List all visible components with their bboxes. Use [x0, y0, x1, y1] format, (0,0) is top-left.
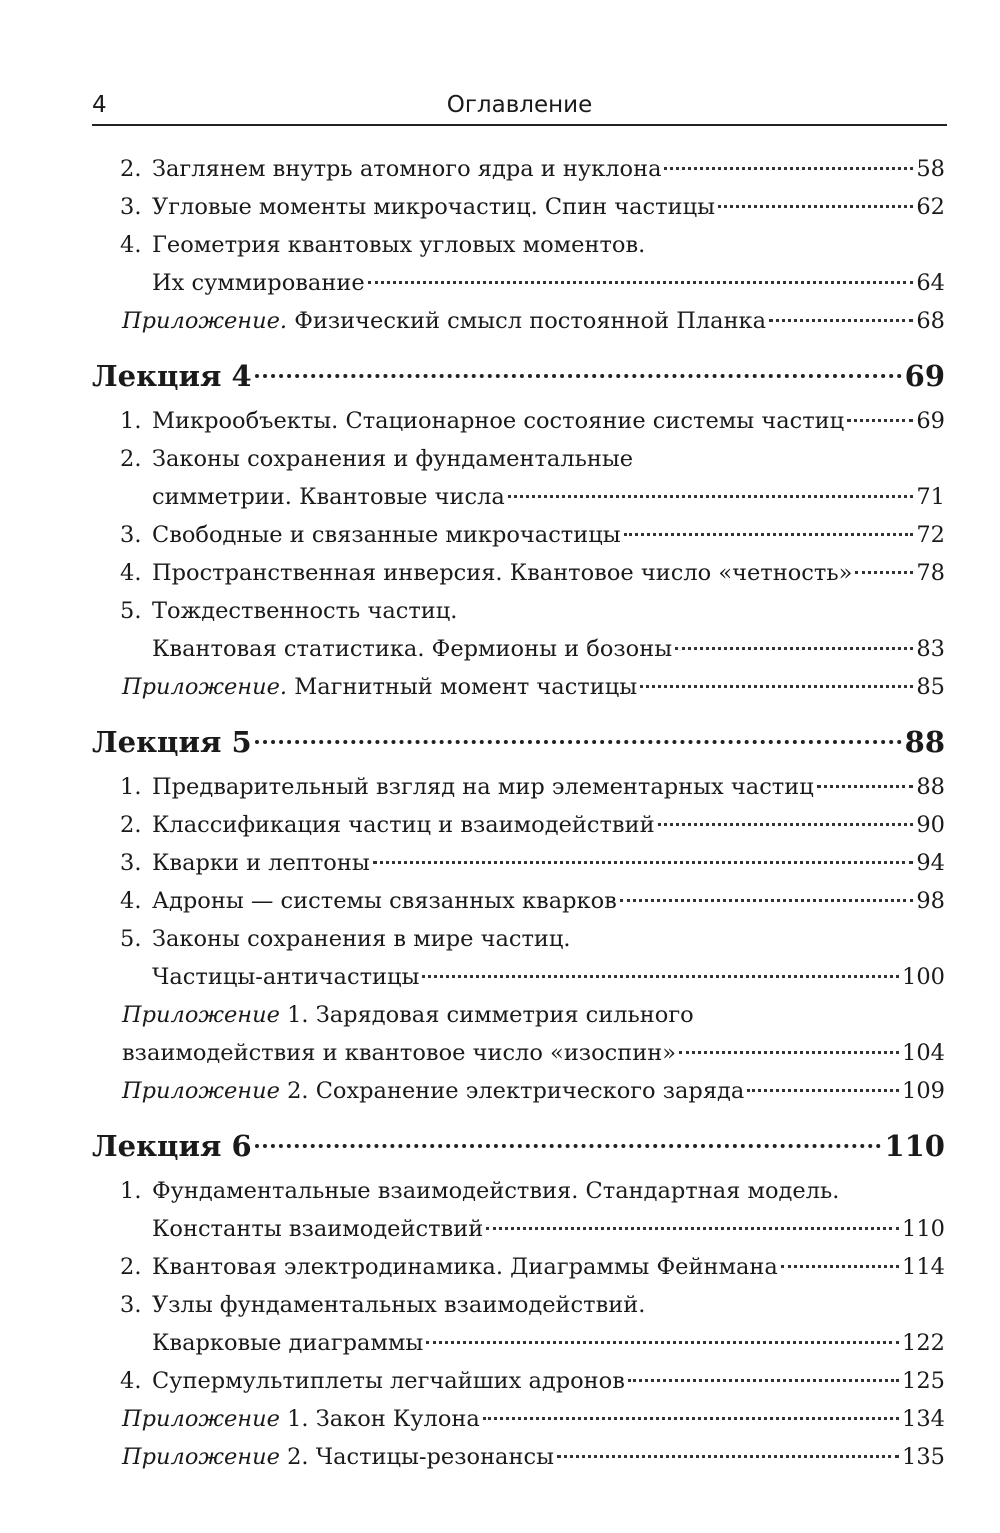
item-page: 62 — [916, 194, 945, 220]
item-title: Адроны — системы связанных кварков — [152, 888, 617, 914]
dot-leader — [769, 319, 913, 322]
item-page: 100 — [902, 964, 945, 990]
toc-appendix[interactable] — [122, 302, 945, 340]
toc-item[interactable] — [120, 516, 945, 554]
dot-leader — [368, 281, 914, 284]
item-page: 58 — [916, 156, 945, 182]
item-number: 3. — [120, 1292, 142, 1318]
toc-appendix[interactable] — [122, 996, 945, 1072]
toc-appendix[interactable] — [122, 1072, 945, 1110]
appendix-label: Приложение. — [122, 674, 288, 700]
item-title: Свободные и связанные микрочастицы — [152, 522, 621, 548]
lecture-page: 110 — [884, 1129, 945, 1163]
item-number: 4. — [120, 560, 142, 586]
item-page: 72 — [916, 522, 945, 548]
toc-lecture-heading[interactable] — [92, 1122, 945, 1170]
appendix-page: 85 — [916, 674, 945, 700]
item-title-line1: Геометрия квантовых угловых моментов. — [152, 232, 646, 258]
item-number: 2. — [120, 812, 142, 838]
toc-item[interactable] — [120, 1362, 945, 1400]
appendix-page: 104 — [902, 1040, 945, 1066]
toc-item[interactable] — [120, 440, 945, 516]
item-number: 1. — [120, 774, 142, 800]
dot-leader — [855, 571, 913, 574]
toc-item[interactable] — [120, 920, 945, 996]
item-number: 2. — [120, 156, 142, 182]
dot-leader — [557, 1455, 899, 1458]
lecture-title: Лекция 5 — [92, 725, 252, 759]
toc-item[interactable] — [120, 554, 945, 592]
item-title: Супермультиплеты легчайших адронов — [152, 1368, 625, 1394]
appendix-label: Приложение — [122, 1444, 280, 1470]
item-number: 4. — [120, 232, 142, 258]
toc-item[interactable] — [120, 882, 945, 920]
item-title-line1: Законы сохранения в мире частиц. — [152, 926, 571, 952]
item-page: 88 — [916, 774, 945, 800]
dot-leader — [664, 167, 913, 170]
item-number: 4. — [120, 1368, 142, 1394]
lecture-page: 88 — [904, 725, 945, 759]
item-number: 4. — [120, 888, 142, 914]
item-page: 64 — [916, 270, 945, 296]
item-number: 1. — [120, 1178, 142, 1204]
item-title: Пространственная инверсия. Квантовое число «четность» — [152, 560, 853, 586]
dot-leader — [373, 861, 914, 864]
page-header — [92, 92, 947, 126]
dot-leader — [508, 495, 914, 498]
toc-item[interactable] — [120, 806, 945, 844]
item-number: 5. — [120, 926, 142, 952]
table-of-contents — [0, 150, 1000, 1476]
toc-item[interactable] — [120, 844, 945, 882]
item-title: Константы взаимодействий — [152, 1216, 484, 1242]
item-number: 1. — [120, 408, 142, 434]
dot-leader — [624, 533, 914, 536]
lecture-title: Лекция 4 — [92, 359, 252, 393]
dot-leader — [255, 1144, 882, 1148]
toc-appendix[interactable] — [122, 1400, 945, 1438]
appendix-page: 134 — [902, 1406, 945, 1432]
item-page: 122 — [902, 1330, 945, 1356]
appendix-title: 1. Закон Кулона — [287, 1406, 480, 1432]
appendix-title: 2. Частицы-резонансы — [287, 1444, 554, 1470]
dot-leader — [483, 1417, 899, 1420]
item-title-line1: Законы сохранения и фундаментальные — [152, 446, 634, 472]
item-title: Частицы-античастицы — [152, 964, 420, 990]
dot-leader — [847, 419, 913, 422]
item-title: Классификация частиц и взаимодействий — [152, 812, 655, 838]
item-title: Заглянем внутрь атомного ядра и нуклона — [152, 156, 662, 182]
toc-item[interactable] — [120, 150, 945, 188]
toc-item[interactable] — [120, 402, 945, 440]
page-number: 4 — [92, 92, 107, 118]
item-title: симметрии. Квантовые числа — [152, 484, 505, 510]
dot-leader — [628, 1379, 899, 1382]
running-title: Оглавление — [446, 92, 593, 118]
item-page: 110 — [902, 1216, 945, 1242]
item-page: 69 — [916, 408, 945, 434]
item-title-line1: Тождественность частиц. — [152, 598, 458, 624]
toc-item[interactable] — [120, 188, 945, 226]
item-number: 2. — [120, 446, 142, 472]
appendix-label: Приложение. — [122, 308, 288, 334]
dot-leader — [486, 1227, 899, 1230]
toc-item[interactable] — [120, 1172, 945, 1248]
item-page: 78 — [916, 560, 945, 586]
appendix-title: Магнитный момент частицы — [294, 674, 638, 700]
item-page: 125 — [902, 1368, 945, 1394]
item-page: 98 — [916, 888, 945, 914]
dot-leader — [747, 1089, 899, 1092]
item-number: 5. — [120, 598, 142, 624]
dot-leader — [620, 899, 914, 902]
appendix-label: Приложение — [122, 1406, 280, 1432]
toc-lecture-heading[interactable] — [92, 352, 945, 400]
toc-item[interactable] — [120, 1248, 945, 1286]
item-title: Кварковые диаграммы — [152, 1330, 424, 1356]
item-number: 3. — [120, 194, 142, 220]
dot-leader — [422, 975, 899, 978]
item-title-line1: Узлы фундаментальных взаимодействий. — [152, 1292, 646, 1318]
toc-lecture-heading[interactable] — [92, 718, 945, 766]
item-title: Микрообъекты. Стационарное состояние системы частиц — [152, 408, 845, 434]
appendix-label: Приложение — [122, 1002, 280, 1028]
item-page: 114 — [902, 1254, 945, 1280]
appendix-title: Физический смысл постоянной Планка — [294, 308, 767, 334]
dot-leader — [658, 823, 914, 826]
dot-leader — [781, 1265, 899, 1268]
appendix-page: 109 — [902, 1078, 945, 1104]
toc-item[interactable] — [120, 592, 945, 668]
lecture-title: Лекция 6 — [92, 1129, 252, 1163]
appendix-label: Приложение — [122, 1078, 280, 1104]
item-title-line1: Фундаментальные взаимодействия. Стандартная модель. — [152, 1178, 840, 1204]
item-number: 3. — [120, 850, 142, 876]
item-title: Предварительный взгляд на мир элементарных частиц — [152, 774, 814, 800]
item-page: 83 — [916, 636, 945, 662]
item-page: 90 — [916, 812, 945, 838]
dot-leader — [426, 1341, 899, 1344]
item-title: Их суммирование — [152, 270, 365, 296]
item-number: 3. — [120, 522, 142, 548]
dot-leader — [679, 1051, 899, 1054]
appendix-title: взаимодействия и квантовое число «изоспин» — [122, 1040, 676, 1066]
appendix-title: 2. Сохранение электрического заряда — [287, 1078, 745, 1104]
dot-leader — [675, 647, 913, 650]
item-title: Кварки и лептоны — [152, 850, 370, 876]
dot-leader — [718, 205, 913, 208]
toc-item[interactable] — [120, 768, 945, 806]
item-page: 71 — [916, 484, 945, 510]
toc-item[interactable] — [120, 226, 945, 302]
item-number: 2. — [120, 1254, 142, 1280]
dot-leader — [640, 685, 913, 688]
dot-leader — [817, 785, 914, 788]
item-title: Угловые моменты микрочастиц. Спин частицы — [152, 194, 715, 220]
item-title: Квантовая статистика. Фермионы и бозоны — [152, 636, 673, 662]
toc-item[interactable] — [120, 1286, 945, 1362]
dot-leader — [255, 374, 902, 378]
appendix-title-line1: 1. Зарядовая симметрия сильного — [287, 1002, 694, 1028]
appendix-page: 68 — [916, 308, 945, 334]
toc-appendix[interactable] — [122, 1438, 945, 1476]
toc-appendix[interactable] — [122, 668, 945, 706]
item-page: 94 — [916, 850, 945, 876]
item-title: Квантовая электродинамика. Диаграммы Фейнмана — [152, 1254, 778, 1280]
appendix-page: 135 — [902, 1444, 945, 1470]
lecture-page: 69 — [904, 359, 945, 393]
dot-leader — [255, 740, 902, 744]
